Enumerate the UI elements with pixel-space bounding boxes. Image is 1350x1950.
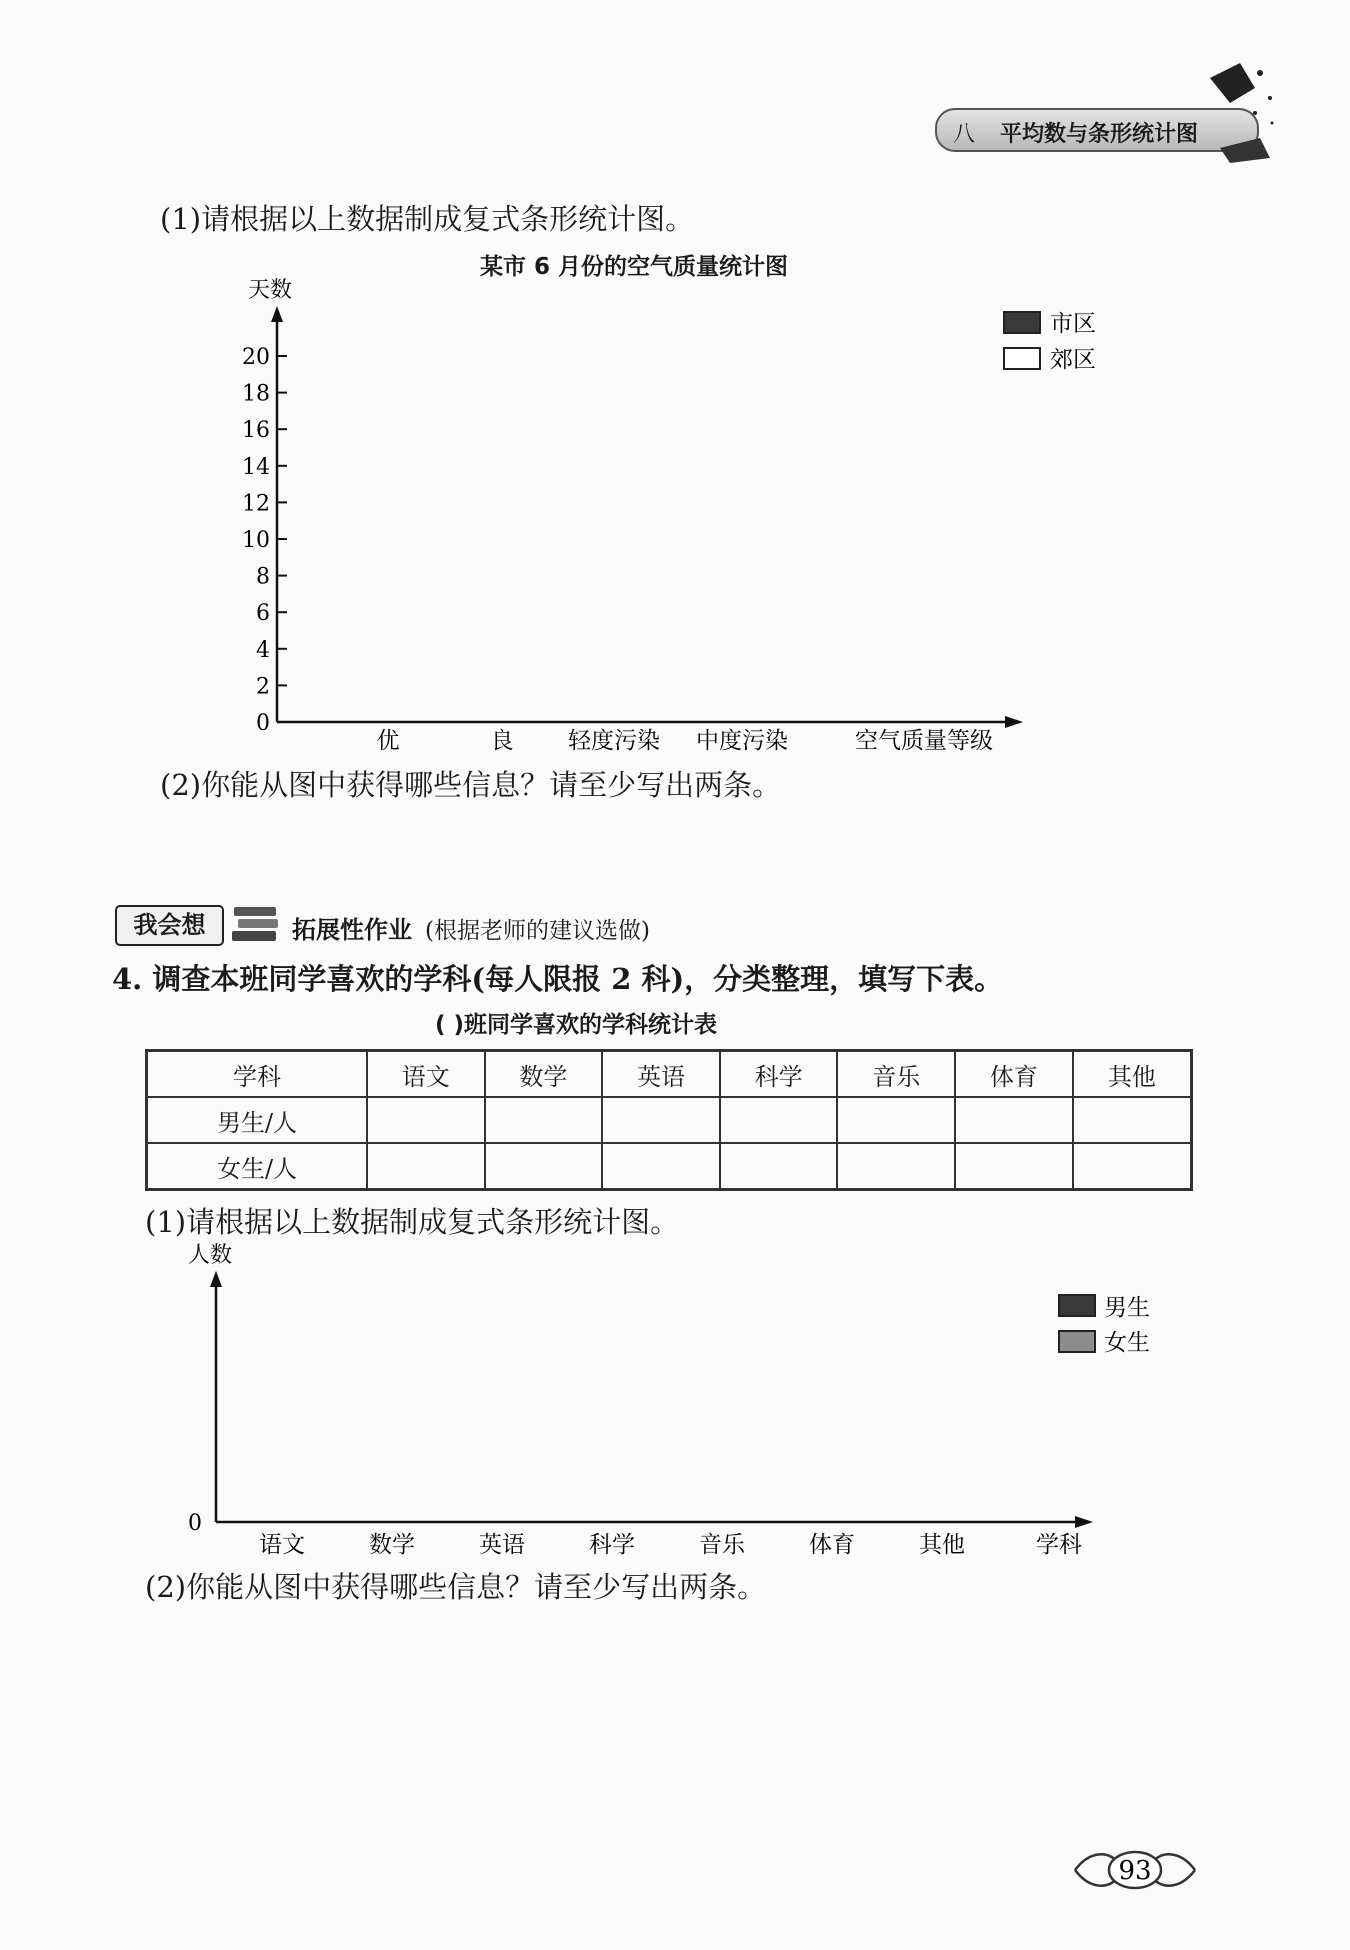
chart1-y-tick-label: 10 [242, 528, 270, 553]
books-icon [230, 903, 282, 945]
table-row [147, 1097, 1192, 1143]
table-header-cell: 数学 [485, 1051, 603, 1098]
section-note: (根据老师的建议选做) [425, 918, 650, 944]
blank-cell[interactable] [485, 1097, 603, 1143]
q3-part2: (2)你能从图中获得哪些信息？请至少写出两条。 [160, 768, 782, 802]
chart1-y-tick-label: 16 [242, 418, 270, 444]
chart1-y-tick-label: 20 [242, 345, 270, 370]
q4-part1: (1)请根据以上数据制成复式条形统计图。 [145, 1205, 680, 1239]
blank-cell[interactable] [1073, 1143, 1192, 1190]
blank-cell[interactable] [485, 1143, 603, 1190]
table-row [147, 1143, 1192, 1190]
q4-part2: (2)你能从图中获得哪些信息？请至少写出两条。 [145, 1570, 767, 1604]
subject-table [145, 1049, 1193, 1191]
legend-swatch-urban [1004, 312, 1040, 333]
legend-label-suburban: 郊区 [1050, 347, 1096, 373]
chart2-category-label: 语文 [259, 1532, 305, 1558]
blank-cell[interactable] [955, 1143, 1073, 1190]
table-header-row [147, 1051, 1192, 1098]
section-title: 拓展性作业 [292, 916, 412, 944]
chart2-category-label: 科学 [589, 1532, 635, 1558]
blank-cell[interactable] [367, 1097, 485, 1143]
blank-cell[interactable] [837, 1143, 955, 1190]
chart2-svg [0, 1230, 1350, 1560]
table-header-cell: 英语 [602, 1051, 720, 1098]
blank-cell[interactable] [367, 1143, 485, 1190]
chart1-y-tick-label: 12 [242, 491, 270, 517]
q4-text: 4. 调查本班同学喜欢的学科(每人限报 2 科)，分类整理，填写下表。 [112, 962, 1004, 996]
blank-cell[interactable] [602, 1143, 720, 1190]
chart1-y-tick-label: 2 [256, 674, 270, 700]
chart1-y-tick-label: 6 [256, 601, 270, 627]
legend-swatch-girls [1059, 1331, 1095, 1352]
chart2-xlabel: 学科 [1036, 1532, 1082, 1558]
legend-swatch-suburban [1004, 348, 1040, 369]
chart1-y-tick-label: 8 [256, 564, 270, 590]
chart2-category-label: 音乐 [699, 1532, 745, 1558]
chart1-category-label: 中度污染 [696, 728, 788, 754]
blank-cell[interactable] [720, 1143, 838, 1190]
row-label: 男生/人 [147, 1097, 368, 1143]
chart2-y-arrow [210, 1271, 222, 1287]
chart1-svg [0, 0, 1350, 780]
legend-swatch-boys [1059, 1295, 1095, 1316]
chart1-title: 某市 6 月份的空气质量统计图 [480, 254, 789, 280]
table-header-cell: 学科 [147, 1051, 368, 1098]
chart2-ylabel: 人数 [188, 1243, 233, 1268]
chart1-category-label: 良 [490, 728, 514, 754]
section-badge: 我会想 [115, 905, 224, 946]
chart1-y-tick-label: 0 [256, 711, 270, 736]
chapter-title: 平均数与条形统计图 [1000, 122, 1199, 147]
blank-cell[interactable] [837, 1097, 955, 1143]
chart1-axes [271, 306, 1023, 728]
chart2-category-label: 体育 [809, 1532, 855, 1558]
chart1-y-arrow [271, 306, 283, 322]
blank-cell[interactable] [1073, 1097, 1192, 1143]
chart1-y-tick-label: 4 [256, 637, 270, 663]
chart2-category-label: 其他 [919, 1532, 965, 1558]
chart2-y-tick-label: 0 [188, 1511, 202, 1536]
chart2-category-label: 英语 [479, 1532, 525, 1558]
chart1-category-label: 优 [376, 728, 400, 754]
chart1-category-label: 轻度污染 [568, 728, 660, 754]
chart1-xlabel: 空气质量等级 [855, 728, 993, 754]
legend-label-boys: 男生 [1104, 1295, 1150, 1321]
table-title: ( )班同学喜欢的学科统计表 [435, 1012, 718, 1038]
blank-cell[interactable] [955, 1097, 1073, 1143]
page-number: 93 [1118, 1856, 1152, 1886]
legend-label-urban: 市区 [1050, 311, 1096, 337]
blank-cell[interactable] [602, 1097, 720, 1143]
chart1-y-tick-label: 18 [242, 381, 270, 407]
row-label: 女生/人 [147, 1143, 368, 1190]
table-header-cell: 音乐 [837, 1051, 955, 1098]
table-header-cell: 科学 [720, 1051, 838, 1098]
blank-cell[interactable] [720, 1097, 838, 1143]
chapter-number: 八 [953, 122, 976, 147]
table-header-cell: 语文 [367, 1051, 485, 1098]
chart1-y-tick-label: 14 [242, 454, 270, 480]
table-header-cell: 其他 [1073, 1051, 1192, 1098]
chart2-x-arrow [1075, 1516, 1093, 1528]
table-header-cell: 体育 [955, 1051, 1073, 1098]
chart1-x-arrow [1005, 716, 1023, 728]
page-number-ornament [1065, 1845, 1205, 1895]
legend-label-girls: 女生 [1104, 1330, 1150, 1356]
q3-part1: (1)请根据以上数据制成复式条形统计图。 [160, 202, 695, 236]
chart2-category-label: 数学 [369, 1532, 415, 1558]
chart1-ylabel: 天数 [248, 278, 293, 303]
